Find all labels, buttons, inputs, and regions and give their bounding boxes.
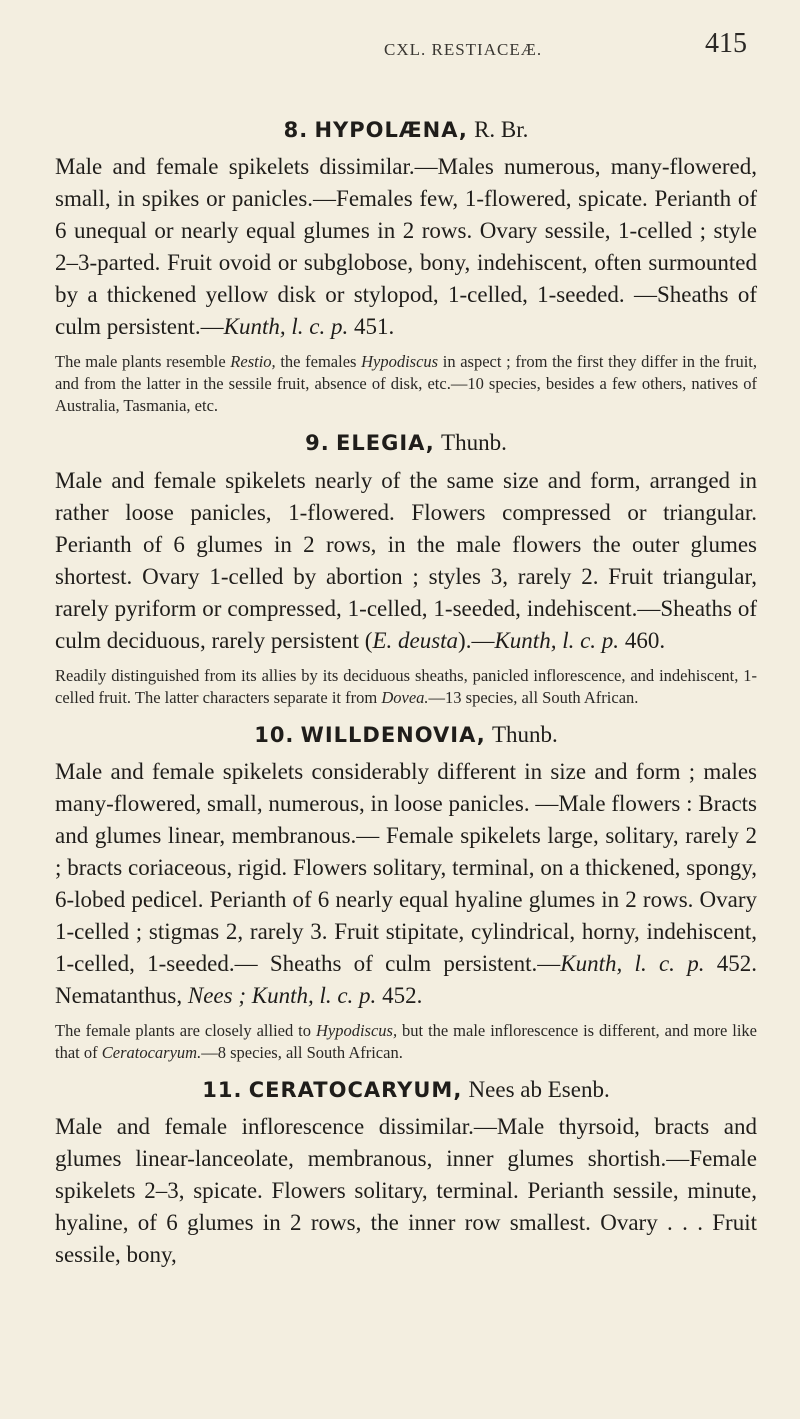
text-run: Male and female spikelets nearly of the same size and form, arranged in rather loose panicles, 1-flowered. Flowers compressed or triangular. Perianth of 6 glumes in 2 rows, in the male flowers the outer glumes shortest. Ovary 1-celled by abortion ; styles 3, rarely 2. Fruit triangular, rarely pyriform or compressed, 1-celled, 1-seeded, indehiscent.—Sheaths of culm deciduous, rarely persistent (	[55, 467, 757, 653]
genus-name: HYPOLÆNA,	[314, 118, 468, 142]
italic-text: Kunth, l. c. p.	[223, 314, 349, 340]
text-run: The female plants are closely allied to	[55, 1020, 316, 1040]
genus-description	[55, 465, 757, 657]
italic-text: Kunth, l. c. p.	[494, 627, 620, 653]
genus-description	[55, 1111, 757, 1271]
genus-heading	[55, 719, 757, 750]
italic-text: Hypodiscus	[361, 352, 439, 372]
text-run: —8 species, all South African.	[201, 1042, 403, 1062]
genus-authority: Thunb.	[441, 430, 507, 456]
genus-heading	[55, 1074, 757, 1105]
text-run: 452.	[376, 982, 423, 1008]
genus-section	[55, 427, 757, 708]
italic-text: E. deusta	[372, 627, 459, 653]
text-run: but the male inflorescence is different, and more like that of	[55, 1020, 757, 1062]
text-run: Male and female inflorescence dissimilar.—Male thyrsoid, bracts and glumes linear-lanceolate, membranous, inner glumes shortish.—Female spikelets 2–3, spicate. Flowers solitary, terminal. Perianth sessile, minute, hyaline, of 6 glumes in 2 rows, the inner row smallest. Ovary . . . Fruit sessile, bony,	[55, 1114, 757, 1267]
text-run: 452. Nematanthus,	[55, 950, 757, 1008]
genus-heading	[55, 427, 757, 458]
running-head-title: CXL. RESTIACEÆ.	[384, 40, 543, 59]
text-run: 460.	[619, 627, 666, 653]
text-run: The male plants resemble	[55, 352, 231, 372]
genus-name: WILLDENOVIA,	[300, 722, 486, 747]
text-run: the females	[275, 352, 362, 372]
genus-authority: R. Br.	[474, 117, 529, 142]
genus-note	[55, 1020, 757, 1064]
genus-note	[55, 351, 757, 417]
genus-number: 10.	[254, 722, 295, 747]
running-head	[0, 28, 800, 68]
genus-section	[55, 114, 757, 417]
genus-number: 11.	[202, 1077, 243, 1102]
italic-text: Hypodiscus,	[315, 1020, 398, 1040]
italic-text: Kunth, l. c. p.	[560, 950, 705, 976]
page-number: 415	[705, 28, 747, 59]
text-run: ).—	[458, 627, 495, 653]
genus-note	[55, 665, 757, 709]
page-body	[55, 114, 757, 1273]
genus-section	[55, 1074, 757, 1271]
italic-text: Dovea.	[381, 687, 429, 707]
italic-text: Nees ; Kunth, l. c. p.	[187, 982, 377, 1008]
genus-number: 8.	[283, 118, 309, 142]
genus-authority: Thunb.	[491, 721, 558, 747]
text-run: 451.	[348, 314, 395, 340]
italic-text: Restio,	[230, 352, 276, 372]
text-run: Readily distinguished from its allies by its deciduous sheaths, panicled inflorescence, and indehiscent, 1-celled fruit. The latter characters separate it from	[55, 665, 757, 707]
text-run: Male and female spikelets considerably different in size and form ; males many-flowered, small, numerous, in loose panicles. —Male flowers : Bracts and glumes linear, membranous.— Female spikelets large, solitary, rarely 2 ; bracts coriaceous, rigid. Flowers solitary, terminal, on a thickened, spongy, 6-lobed pedicel. Perianth of 6 nearly equal hyaline glumes in 2 rows. Ovary 1-celled ; stigmas 2, rarely 3. Fruit stipitate, cylindrical, horny, indehiscent, 1-celled, 1-seeded.— Sheaths of culm persistent.—	[55, 758, 757, 976]
text-run: in aspect ; from the first they differ in the fruit, and from the latter in the sessile fruit, absence of disk, etc.—10 species, besides a few others, natives of Australia, Tasmania, etc.	[55, 352, 757, 416]
genus-description	[55, 151, 757, 343]
genus-description	[55, 756, 757, 1012]
genus-number: 9.	[305, 431, 330, 456]
genus-section	[55, 719, 757, 1064]
genus-name: CERATOCARYUM,	[248, 1077, 463, 1102]
text-run: —13 species, all South African.	[428, 687, 639, 707]
text-run: Male and female spikelets dissimilar.—Males numerous, many-flowered, small, in spikes or panicles.—Females few, 1-flowered, spicate. Perianth of 6 unequal or nearly equal glumes in 2 rows. Ovary sessile, 1-celled ; style 2–3-parted. Fruit ovoid or subglobose, bony, indehiscent, often surmounted by a thickened yellow disk or stylopod, 1-celled, 1-seeded. —Sheaths of culm persistent.—	[55, 154, 757, 340]
italic-text: Ceratocaryum.	[101, 1042, 202, 1062]
genus-authority: Nees ab Esenb.	[468, 1076, 610, 1102]
genus-heading	[55, 114, 757, 145]
genus-name: ELEGIA,	[336, 431, 435, 456]
